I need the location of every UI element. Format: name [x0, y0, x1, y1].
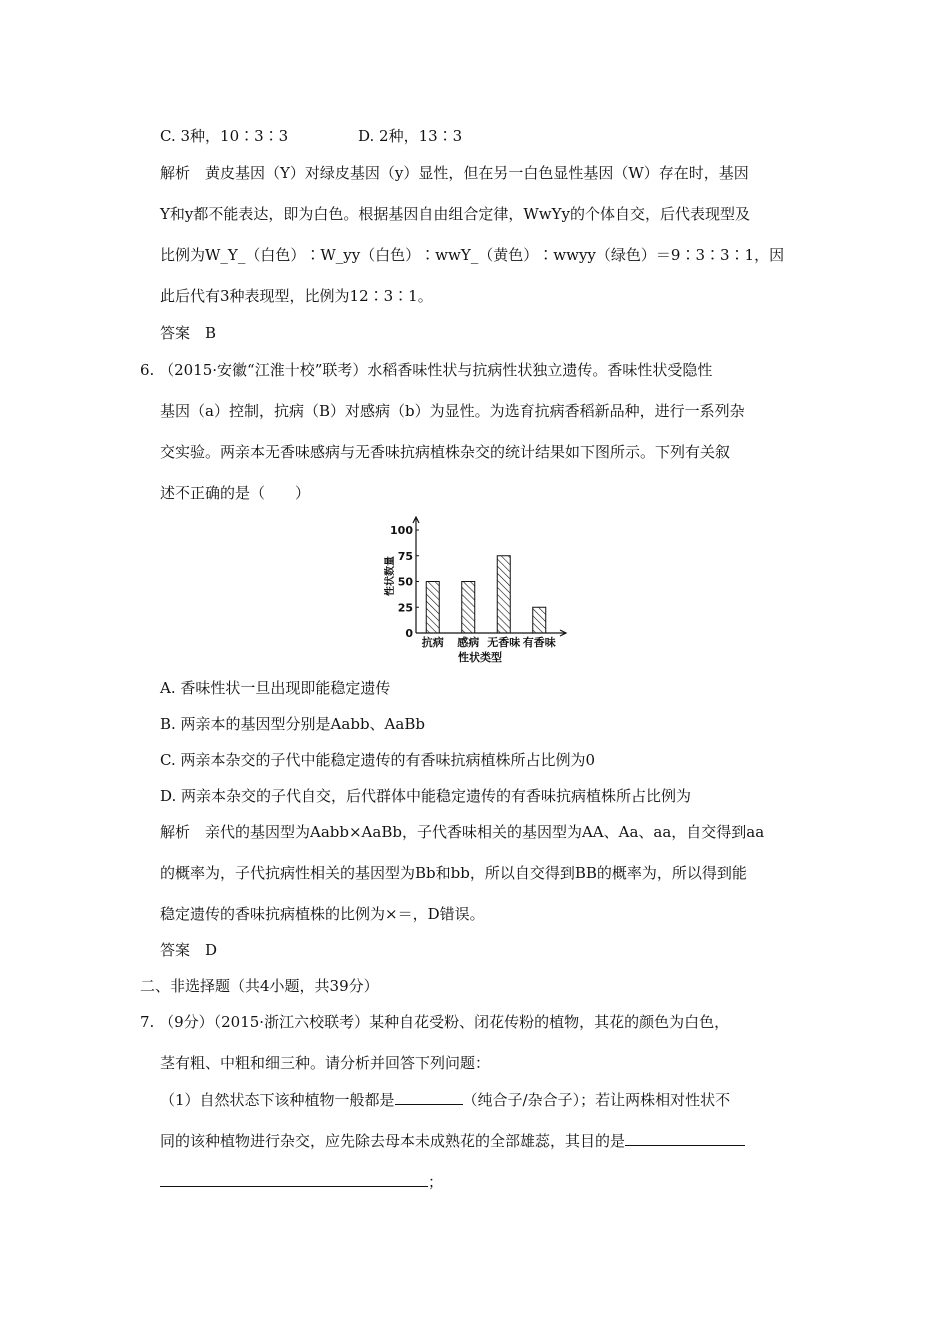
x-category-label: 有香味: [522, 636, 556, 649]
answer-blank[interactable]: [395, 1089, 463, 1105]
option-d: D. 2种，13∶3: [358, 127, 463, 145]
option-b: B. 两亲本的基因型分别是Aabb、AaBb: [160, 715, 425, 733]
question-stem: 述不正确的是（ ）: [160, 484, 311, 502]
question-stem: 6. （2015·安徽“江淮十校”联考）水稻香味性状与抗病性状独立遗传。香味性状受隐性: [140, 361, 713, 379]
question-stem: 基因（a）控制，抗病（B）对感病（b）为显性。为选育抗病香稻新品种，进行一系列杂: [160, 402, 745, 420]
analysis-line: 的概率为，子代抗病性相关的基因型为Bb和bb，所以自交得到BB的概率为，所以得到能: [160, 864, 747, 882]
section-heading: 二、非选择题（共4小题，共39分）: [140, 977, 379, 995]
bar: [462, 582, 475, 634]
analysis-line: 解析 亲代的基因型为Aabb×AaBb，子代香味相关的基因型为AA、Aa、aa，自交得到aa: [160, 823, 765, 841]
sub-question-text: （纯合子/杂合子）；若让两株相对性状不: [462, 1091, 731, 1109]
option-d: D. 两亲本杂交的子代自交，后代群体中能稳定遗传的有香味抗病植株所占比例为: [160, 787, 692, 805]
bar: [426, 582, 439, 634]
question-stem: 茎有粗、中粗和细三种。请分析并回答下列问题：: [160, 1054, 491, 1072]
sub-question-text: ；: [428, 1173, 444, 1191]
option-c: C. 3种，10∶3∶3: [160, 127, 289, 145]
bar: [497, 556, 510, 633]
answer-blank[interactable]: [625, 1130, 745, 1146]
y-tick-label: 25: [397, 601, 413, 615]
sub-question-1-line3: [160, 1171, 443, 1192]
x-category-label: 抗病: [421, 636, 444, 649]
analysis-line: 此后代有3种表现型，比例为12∶3∶1。: [160, 287, 433, 305]
option-c: C. 两亲本杂交的子代中能稳定遗传的有香味抗病植株所占比例为0: [160, 751, 596, 769]
question-stem: 交实验。两亲本无香味感病与无香味抗病植株杂交的统计结果如下图所示。下列有关叙: [160, 443, 731, 461]
y-tick-label: 50: [397, 575, 413, 589]
sub-question-1-line2: [160, 1130, 745, 1151]
sub-question-text: （1）自然状态下该种植物一般都是: [160, 1091, 395, 1109]
answer-line: 答案 B: [160, 324, 217, 342]
x-axis-label: 性状类型: [458, 651, 502, 664]
x-category-label: 无香味: [487, 636, 521, 649]
analysis-line: Y和y都不能表达，即为白色。根据基因自由组合定律，WwYy的个体自交，后代表现型及: [160, 205, 751, 223]
option-a: A. 香味性状一旦出现即能稳定遗传: [160, 679, 391, 697]
x-category-label: 感病: [457, 636, 480, 649]
answer-line: 答案 D: [160, 941, 218, 959]
y-axis-label: 性状数量: [385, 556, 396, 596]
answer-blank[interactable]: [160, 1171, 428, 1187]
y-tick-label: 100: [390, 524, 413, 537]
sub-question-1: [160, 1089, 730, 1110]
analysis-line: 稳定遗传的香味抗病植株的比例为×＝，D错误。: [160, 905, 485, 923]
analysis-line: 解析 黄皮基因（Y）对绿皮基因（y）显性，但在另一白色显性基因（W）存在时，基因: [160, 164, 749, 182]
question-stem: 7. （9分）（2015·浙江六校联考）某种自花受粉、闭花传粉的植物，其花的颜色为白色，: [140, 1013, 730, 1031]
trait-bar-chart: [376, 516, 576, 666]
y-tick-label: 0: [405, 627, 413, 640]
bar: [533, 607, 546, 633]
analysis-line: 比例为W_Y_（白色）∶W_yy（白色）∶wwY_（黄色）∶wwyy（绿色）＝9∶3∶3∶1，因: [160, 246, 785, 264]
sub-question-text: 同的该种植物进行杂交，应先除去母本未成熟花的全部雄蕊，其目的是: [160, 1132, 626, 1150]
y-tick-label: 75: [397, 549, 413, 563]
